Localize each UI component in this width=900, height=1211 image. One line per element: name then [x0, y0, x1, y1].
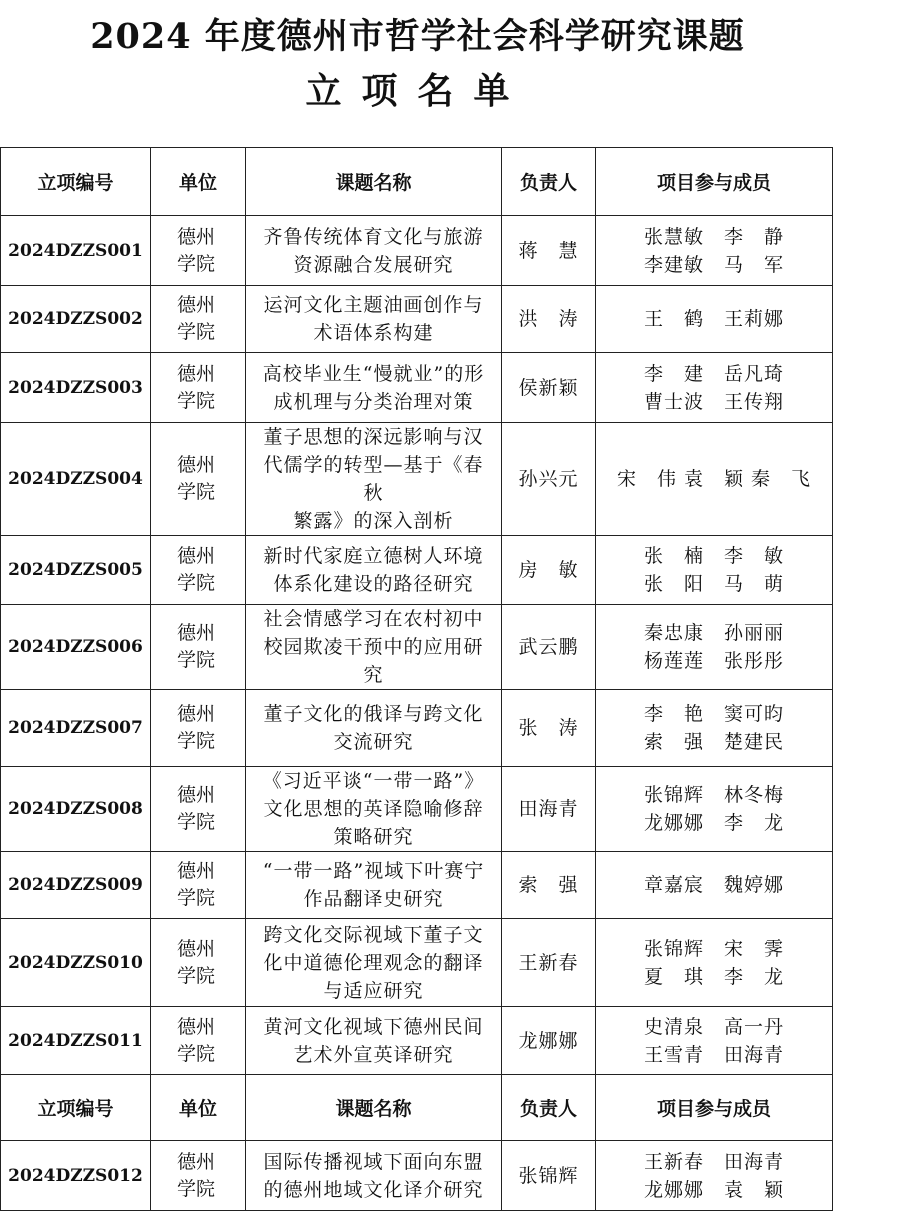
text-line: 德州 [177, 1150, 216, 1173]
text-line: 章嘉宸 魏婷娜 [643, 874, 784, 896]
cell-unit [151, 1007, 246, 1075]
cell-members [596, 216, 833, 286]
header-unit: 单位 [151, 1075, 246, 1141]
table-row [1, 423, 833, 536]
cell-unit [151, 767, 246, 852]
cell-members [596, 852, 833, 919]
cell-code: 2024DZZS008 [1, 767, 151, 852]
text-line: 学院 [177, 389, 216, 412]
cell-members [596, 767, 833, 852]
cell-unit [151, 919, 246, 1007]
text-line: 学院 [177, 964, 216, 987]
cell-code: 2024DZZS012 [1, 1141, 151, 1211]
text-line: 秋 [363, 482, 384, 504]
text-line: 龙娜娜 袁 颖 [643, 1178, 784, 1201]
cell-code: 2024DZZS003 [1, 353, 151, 423]
header-code: 立项编号 [1, 1075, 151, 1141]
text-line: 《习近平谈“一带一路”》 [262, 770, 485, 792]
text-line: 张锦辉 林冬梅 [643, 784, 784, 806]
cell-code: 2024DZZS009 [1, 852, 151, 919]
text-line: 成机理与分类治理对策 [273, 390, 474, 413]
cell-title [246, 852, 502, 919]
text-line: 杨莲莲 张彤彤 [643, 650, 784, 672]
text-line: 齐鲁传统体育文化与旅游 [263, 225, 484, 248]
header-title: 课题名称 [246, 1075, 502, 1141]
table-row [1, 1141, 833, 1211]
cell-unit [151, 286, 246, 353]
cell-leader: 龙娜娜 [502, 1007, 596, 1075]
cell-unit [151, 216, 246, 286]
cell-members [596, 353, 833, 423]
text-line: 新时代家庭立德树人环境 [263, 545, 484, 567]
cell-code: 2024DZZS001 [1, 216, 151, 286]
text-line: 德州 [177, 784, 216, 806]
text-line: 宋 伟 袁 颖 秦 飞 [616, 468, 812, 490]
text-line: 学院 [177, 481, 216, 503]
table-row [1, 353, 833, 423]
text-line: 国际传播视域下面向东盟 [263, 1150, 484, 1173]
cell-members [596, 919, 833, 1007]
text-line: 龙娜娜 李 龙 [643, 812, 784, 834]
header-row [1, 148, 833, 216]
cell-title [246, 286, 502, 353]
cell-members [596, 286, 833, 353]
text-line: 跨文化交际视域下董子文 [263, 923, 484, 946]
project-table [0, 147, 833, 1211]
text-line: 德州 [177, 225, 216, 248]
text-line: 董子思想的深远影响与汉 [263, 426, 484, 448]
page-subtitle: 立项名单 [305, 70, 530, 112]
cell-title [246, 1007, 502, 1075]
text-line: 运河文化主题油画创作与 [263, 294, 484, 316]
text-line: 德州 [177, 294, 216, 316]
cell-unit [151, 690, 246, 767]
text-line: 德州 [177, 454, 216, 476]
text-line: 学院 [177, 649, 216, 671]
header-code: 立项编号 [1, 148, 151, 216]
text-line: 术语体系构建 [313, 322, 434, 344]
text-line: 黄河文化视域下德州民间 [263, 1015, 484, 1038]
text-line: 曹士波 王传翔 [643, 390, 784, 413]
cell-code: 2024DZZS005 [1, 536, 151, 605]
cell-members [596, 690, 833, 767]
cell-title [246, 216, 502, 286]
table-row [1, 919, 833, 1007]
cell-leader: 侯新颖 [502, 353, 596, 423]
cell-title [246, 353, 502, 423]
text-line: 高校毕业生“慢就业”的形 [262, 362, 485, 385]
text-line: 学院 [177, 1042, 216, 1065]
cell-title [246, 423, 502, 536]
text-line: 学院 [177, 730, 216, 752]
cell-members [596, 1007, 833, 1075]
header-leader: 负责人 [502, 148, 596, 216]
cell-unit [151, 852, 246, 919]
text-line: 张慧敏 李 静 [643, 225, 784, 248]
text-line: 夏 琪 李 龙 [643, 965, 784, 988]
text-line: 德州 [177, 937, 216, 960]
page-title: 2024 年度德州市哲学社会科学研究课题 [90, 16, 745, 57]
text-line: 文化思想的英译隐喻修辞 [263, 798, 484, 820]
text-line: 德州 [177, 1015, 216, 1038]
cell-unit [151, 353, 246, 423]
text-line: 的德州地域文化译介研究 [263, 1178, 484, 1201]
cell-code: 2024DZZS007 [1, 690, 151, 767]
cell-code: 2024DZZS010 [1, 919, 151, 1007]
text-line: 体系化建设的路径研究 [273, 573, 474, 595]
text-line: 化中道德伦理观念的翻译 [263, 951, 484, 974]
header-members: 项目参与成员 [596, 1075, 833, 1141]
text-line: 艺术外宣英译研究 [293, 1043, 454, 1066]
text-line: 史清泉 高一丹 [643, 1015, 784, 1038]
text-line: 繁露》的深入剖析 [293, 510, 454, 532]
text-line: 秦忠康 孙丽丽 [643, 622, 784, 644]
text-line: 学院 [177, 572, 216, 594]
cell-title [246, 536, 502, 605]
text-line: 索 强 楚建民 [643, 731, 784, 753]
text-line: 资源融合发展研究 [293, 253, 454, 276]
text-line: 究 [363, 664, 384, 686]
text-line: 张 楠 李 敏 [643, 545, 784, 567]
cell-leader: 蒋 慧 [502, 216, 596, 286]
cell-code: 2024DZZS006 [1, 605, 151, 690]
cell-leader: 王新春 [502, 919, 596, 1007]
header-leader: 负责人 [502, 1075, 596, 1141]
table-row [1, 1007, 833, 1075]
text-line: 学院 [177, 811, 216, 833]
text-line: 王 鹤 王莉娜 [643, 308, 784, 330]
cell-unit [151, 423, 246, 536]
table-row [1, 852, 833, 919]
text-line: 校园欺凌干预中的应用研 [263, 636, 484, 658]
text-line: 德州 [177, 860, 216, 882]
text-line: 代儒学的转型—基于《春 [263, 454, 484, 476]
text-line: “一带一路”视域下叶赛宁 [262, 860, 485, 882]
table-row [1, 216, 833, 286]
cell-members [596, 605, 833, 690]
text-line: 张 阳 马 萌 [643, 573, 784, 595]
header-row [1, 1075, 833, 1141]
text-line: 学院 [177, 1177, 216, 1200]
cell-unit [151, 1141, 246, 1211]
text-line: 策略研究 [333, 826, 414, 848]
text-line: 董子文化的俄译与跨文化 [263, 703, 484, 725]
cell-leader: 洪 涛 [502, 286, 596, 353]
cell-title [246, 1141, 502, 1211]
cell-unit [151, 605, 246, 690]
cell-members [596, 1141, 833, 1211]
text-line: 与适应研究 [323, 979, 424, 1002]
table-row [1, 690, 833, 767]
cell-title [246, 767, 502, 852]
text-line: 作品翻译史研究 [303, 888, 444, 910]
text-line: 德州 [177, 362, 216, 385]
cell-leader: 房 敏 [502, 536, 596, 605]
table-row [1, 286, 833, 353]
header-unit: 单位 [151, 148, 246, 216]
cell-code: 2024DZZS011 [1, 1007, 151, 1075]
text-line: 李建敏 马 军 [643, 253, 784, 276]
text-line: 张锦辉 宋 霁 [643, 937, 784, 960]
table-row [1, 605, 833, 690]
header-members: 项目参与成员 [596, 148, 833, 216]
cell-leader: 张 涛 [502, 690, 596, 767]
cell-unit [151, 536, 246, 605]
cell-members [596, 423, 833, 536]
cell-leader: 孙兴元 [502, 423, 596, 536]
text-line: 德州 [177, 703, 216, 725]
text-line: 李 建 岳凡琦 [643, 362, 784, 385]
header-title: 课题名称 [246, 148, 502, 216]
cell-members [596, 536, 833, 605]
cell-leader: 张锦辉 [502, 1141, 596, 1211]
cell-title [246, 690, 502, 767]
cell-leader: 武云鹏 [502, 605, 596, 690]
table-row [1, 536, 833, 605]
cell-title [246, 605, 502, 690]
text-line: 李 艳 窦可昀 [643, 703, 784, 725]
table-row [1, 767, 833, 852]
cell-code: 2024DZZS004 [1, 423, 151, 536]
text-line: 王新春 田海青 [643, 1150, 784, 1173]
text-line: 学院 [177, 252, 216, 275]
text-line: 社会情感学习在农村初中 [263, 608, 484, 630]
text-line: 学院 [177, 887, 216, 909]
text-line: 交流研究 [333, 731, 414, 753]
text-line: 德州 [177, 622, 216, 644]
text-line: 德州 [177, 545, 216, 567]
cell-title [246, 919, 502, 1007]
text-line: 王雪青 田海青 [643, 1043, 784, 1066]
cell-code: 2024DZZS002 [1, 286, 151, 353]
cell-leader: 田海青 [502, 767, 596, 852]
text-line: 学院 [177, 321, 216, 343]
cell-leader: 索 强 [502, 852, 596, 919]
